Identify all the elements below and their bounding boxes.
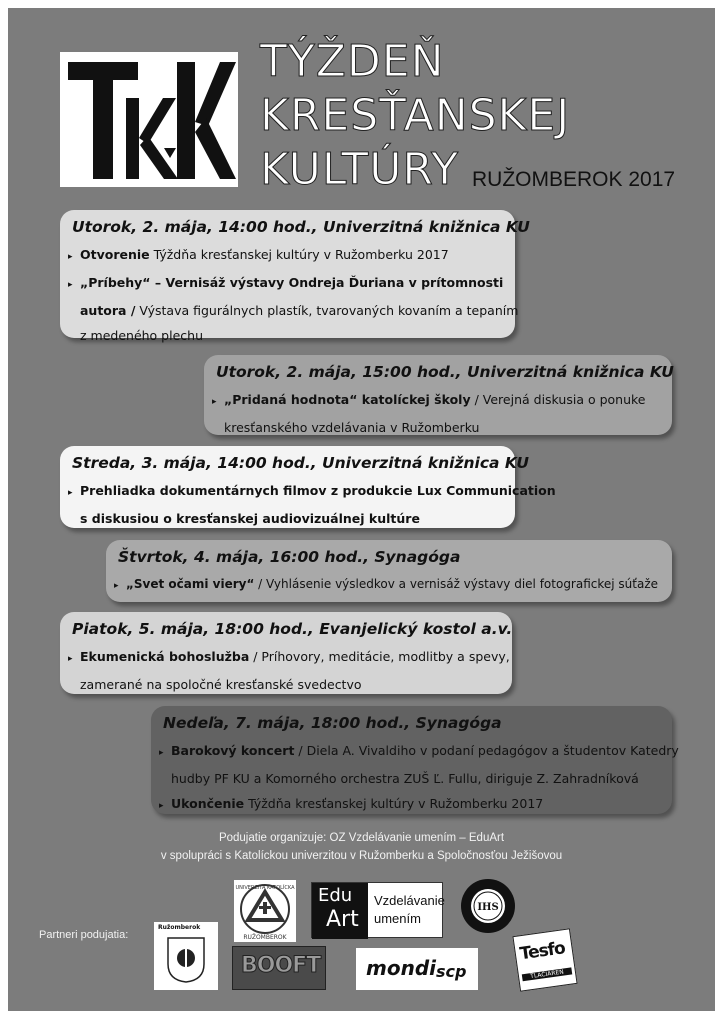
eduart-art: Art — [326, 907, 359, 932]
tkk-logo — [60, 52, 238, 187]
event-heading: Utorok, 2. mája, 14:00 hod., Univerzitná knižnica KU — [72, 218, 530, 236]
booft-logo — [232, 946, 326, 990]
bullet-icon: ▸ — [212, 397, 217, 407]
ku-university-logo — [234, 880, 296, 942]
bullet-icon: ▸ — [159, 801, 164, 811]
event-heading: Piatok, 5. mája, 18:00 hod., Evanjelický kostol a.v. — [72, 620, 513, 638]
ruzomberok-label: Ružomberok — [158, 924, 201, 931]
title-line-1: TÝŽDEŇ — [260, 36, 445, 87]
jesuit-text: IHS — [477, 902, 499, 913]
booft-text: BOOFT — [241, 953, 321, 978]
ruzomberok-logo — [154, 922, 218, 990]
bullet-icon: ▸ — [68, 654, 73, 664]
ku-bottom-text: RUŽOMBEROK — [243, 934, 287, 941]
event-item-cont: kresťanského vzdelávania v Ružomberku — [224, 420, 480, 435]
event-item: ▸ Otvorenie Týždňa kresťanskej kultúry v Ružomberku 2017 — [68, 242, 505, 270]
event-item: ▸ Barokový koncert / Diela A. Vivaldiho v podaní pedagógov a študentov Katedry — [159, 738, 662, 766]
poster — [8, 8, 715, 1011]
jesuit-logo — [460, 878, 516, 934]
bullet-icon: ▸ — [159, 748, 164, 758]
eduart-edu: Edu — [318, 885, 353, 906]
organizers-line-1: Podujatie organizuje: OZ Vzdelávanie umením – EduArt — [218, 832, 505, 844]
tesfo-text: Tesfo — [518, 938, 566, 965]
event-item: ▸ „Svet očami viery“ / Vyhlásenie výsledkov a vernisáž výstavy diel fotografickej súťaže — [114, 572, 662, 599]
title-line-3: KULTÚRY — [260, 144, 460, 195]
event-item-cont: hudby PF KU a Komorného orchestra ZUŠ Ľ. Fullu, diriguje Z. Zahradníková — [171, 771, 639, 786]
tkk-logo-graphic — [60, 52, 238, 187]
event-item: ▸ Prehliadka dokumentárnych filmov z produkcie Lux Communication — [68, 478, 505, 506]
event-item: ▸ Ekumenická bohoslužba / Príhovory, meditácie, modlitby a spevy, — [68, 644, 502, 672]
event-heading: Utorok, 2. mája, 15:00 hod., Univerzitná knižnica KU — [216, 363, 674, 381]
event-item-cont: zamerané na spoločné kresťanské svedectvo — [80, 677, 362, 692]
event-heading: Streda, 3. mája, 14:00 hod., Univerzitná knižnica KU — [72, 454, 529, 472]
title-line-2: KRESŤANSKEJ — [260, 90, 571, 141]
event-item: ▸ „Pridaná hodnota“ katolíckej školy / Verejná diskusia o ponuke — [212, 387, 662, 415]
event-card-6 — [151, 706, 679, 814]
eduart-text-1: Vzdelávanie — [374, 893, 445, 908]
event-item-cont: s diskusiou o kresťanskej audiovizuálnej kultúre — [80, 511, 420, 526]
event-card-4 — [106, 540, 672, 602]
event-card-5 — [60, 612, 512, 694]
event-item-cont: z medeného plechu — [80, 328, 203, 343]
event-item: ▸ „Príbehy“ – Vernisáž výstavy Ondreja Ďuriana v prítomnosti — [68, 270, 505, 298]
bullet-icon: ▸ — [68, 280, 73, 290]
tesfo-logo — [512, 928, 577, 992]
event-heading: Štvrtok, 4. mája, 16:00 hod., Synagóga — [118, 548, 461, 566]
event-card-3 — [60, 446, 556, 528]
mondi-logo — [356, 948, 478, 990]
bullet-icon: ▸ — [68, 252, 73, 262]
event-item-cont: autora / Výstava figurálnych plastík, tvarovaných kovaním a tepaním — [80, 303, 519, 318]
ku-top-text: UNIVERZITA KATOLÍCKA — [235, 885, 295, 891]
city-year: RUŽOMBEROK 2017 — [472, 168, 676, 191]
organizers-line-2: v spolupráci s Katolíckou univerzitou v Ružomberku a Spoločnosťou Ježišovou — [160, 850, 563, 862]
partners-label: Partneri podujatia: — [39, 929, 129, 941]
tesfo-sub-text: TLAČIAREŇ — [522, 967, 572, 981]
bullet-icon: ▸ — [68, 488, 73, 498]
eduart-text-2: umením — [374, 911, 421, 926]
mondi-text: mondi — [366, 956, 436, 980]
eduart-logo — [311, 882, 443, 938]
eduart-mark — [312, 883, 368, 939]
event-card-2 — [204, 355, 672, 435]
event-card-1 — [60, 210, 530, 343]
event-item: ▸ Ukončenie Týždňa kresťanskej kultúry v Ružomberku 2017 — [159, 791, 662, 819]
event-heading: Nedeľa, 7. mája, 18:00 hod., Synagóga — [163, 714, 502, 732]
bullet-icon: ▸ — [114, 581, 119, 591]
mondi-scp-text: scp — [436, 962, 467, 981]
